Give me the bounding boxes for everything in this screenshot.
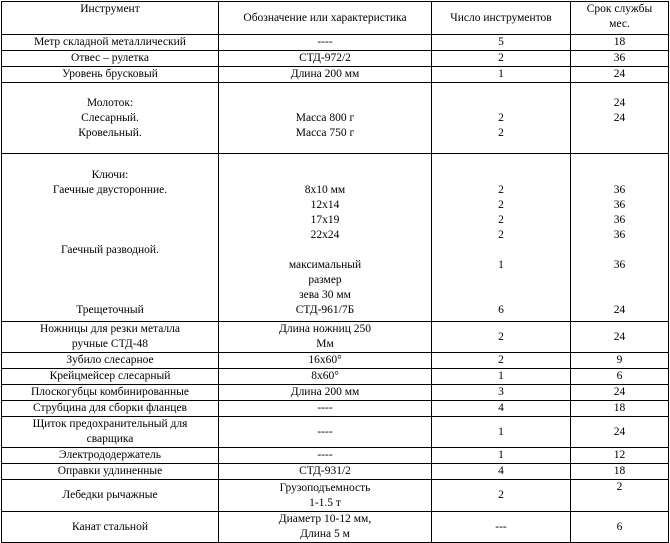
row-service: 24 bbox=[571, 417, 669, 448]
header-service-line2: мес. bbox=[609, 18, 630, 30]
row-count: 1 bbox=[432, 67, 571, 83]
row-name: Крейцмейсер слесарный bbox=[2, 369, 219, 385]
row-designation: Длина 200 мм bbox=[219, 67, 432, 83]
header-row bbox=[2, 2, 669, 35]
row-name: Электрододержатель bbox=[2, 448, 219, 464]
keys-spacer bbox=[4, 288, 216, 303]
row-des-line1: Диаметр 10-12 мм, bbox=[278, 513, 372, 525]
row-service: 24 bbox=[571, 385, 669, 401]
row-designation: ---- bbox=[219, 417, 432, 448]
row-name: Зубило слесарное bbox=[2, 353, 219, 369]
row-name-line2: ручные СТД-48 bbox=[71, 338, 149, 350]
hammer-counts bbox=[432, 83, 571, 154]
keys-size: 12x14 bbox=[310, 199, 340, 211]
row-service: 9 bbox=[571, 353, 669, 369]
table-row bbox=[2, 417, 669, 448]
row-name: Канат стальной bbox=[2, 512, 219, 543]
row-name: Плоскогубцы комбинированные bbox=[2, 385, 219, 401]
keys-ratchet-service: 24 bbox=[613, 304, 626, 316]
row-service: 36 bbox=[571, 51, 669, 67]
keys-spacer bbox=[4, 273, 216, 288]
keys-spacer bbox=[434, 288, 568, 303]
table-row bbox=[2, 353, 669, 369]
row-count: 2 bbox=[432, 353, 571, 369]
row-count: 2 bbox=[432, 480, 571, 512]
row-count: 5 bbox=[432, 35, 571, 51]
row-count: 2 bbox=[432, 322, 571, 353]
keys-service: 36 bbox=[613, 214, 626, 226]
row-des-line2: 1-1.5 т bbox=[309, 496, 341, 509]
keys-row bbox=[2, 154, 669, 322]
keys-title: Ключи: bbox=[91, 169, 129, 181]
row-des-line2: Длина 5 м bbox=[300, 528, 350, 540]
row-count: 2 bbox=[432, 51, 571, 67]
hammer-spacer bbox=[434, 96, 568, 111]
keys-spacer bbox=[4, 198, 216, 213]
keys-double-label: Гаечные двусторонние. bbox=[52, 184, 168, 196]
row-des-line1: Грузоподъемность bbox=[279, 481, 371, 494]
row-service: 6 bbox=[571, 512, 669, 543]
header-count: Число инструментов bbox=[432, 2, 571, 35]
header-service-line1: Срок службы bbox=[586, 3, 653, 15]
keys-ratchet-label: Трещеточный bbox=[76, 304, 144, 316]
row-designation: 16x60° bbox=[219, 353, 432, 369]
keys-spacer bbox=[4, 258, 216, 273]
row-name: Струбцина для сборки фланцев bbox=[2, 401, 219, 417]
table-row bbox=[2, 67, 669, 83]
keys-names bbox=[2, 154, 219, 322]
hammer-item-service: 24 bbox=[613, 96, 626, 109]
row-count: 4 bbox=[432, 401, 571, 417]
keys-spacer bbox=[434, 243, 568, 258]
keys-count: 2 bbox=[498, 199, 504, 211]
row-service: 18 bbox=[571, 401, 669, 417]
keys-spacer bbox=[4, 228, 216, 243]
keys-count: 2 bbox=[498, 184, 504, 196]
row-count: --- bbox=[432, 512, 571, 543]
row-designation bbox=[219, 322, 432, 353]
keys-adjustable-line: размер bbox=[308, 274, 342, 286]
keys-spacer bbox=[573, 243, 666, 258]
row-designation: ---- bbox=[219, 401, 432, 417]
row-name bbox=[2, 322, 219, 353]
hammer-spacer bbox=[221, 96, 429, 111]
row-count: 4 bbox=[432, 464, 571, 480]
keys-spacer bbox=[4, 213, 216, 228]
row-count: 3 bbox=[432, 385, 571, 401]
table-row bbox=[2, 401, 669, 417]
table-row bbox=[2, 512, 669, 543]
hammer-row bbox=[2, 83, 669, 154]
keys-adjustable-label: Гаечный разводной. bbox=[61, 244, 159, 256]
keys-spacer bbox=[434, 273, 568, 288]
hammer-item-service: 24 bbox=[613, 111, 626, 124]
table-row bbox=[2, 322, 669, 353]
row-service: 6 bbox=[571, 369, 669, 385]
hammer-names bbox=[2, 83, 219, 154]
hammer-item-designation: Масса 750 г bbox=[295, 126, 355, 139]
row-service: 24 bbox=[571, 67, 669, 83]
table-row bbox=[2, 35, 669, 51]
keys-services bbox=[571, 154, 669, 322]
table-row bbox=[2, 51, 669, 67]
keys-count: 2 bbox=[498, 214, 504, 226]
keys-adjustable-line: зева 30 мм bbox=[299, 289, 351, 301]
table-row bbox=[2, 448, 669, 464]
row-designation bbox=[219, 480, 432, 512]
keys-service: 36 bbox=[613, 184, 626, 196]
row-name: Отвес – рулетка bbox=[2, 51, 219, 67]
row-name: Оправки удлиненные bbox=[2, 464, 219, 480]
row-name: Лебедки рычажные bbox=[2, 480, 219, 512]
keys-counts bbox=[432, 154, 571, 322]
keys-adjustable-line: максимальный bbox=[288, 259, 362, 271]
row-service: 18 bbox=[571, 464, 669, 480]
keys-designations bbox=[219, 154, 432, 322]
keys-size: 17x19 bbox=[310, 214, 340, 226]
row-name-line2: сварщика bbox=[86, 433, 134, 445]
keys-adjustable-service: 36 bbox=[613, 259, 626, 271]
row-name bbox=[2, 417, 219, 448]
row-name-line1: Щиток предохранительный для bbox=[32, 418, 188, 430]
hammer-services bbox=[571, 83, 669, 154]
keys-spacer bbox=[573, 273, 666, 288]
hammer-item-name: Слесарный. bbox=[81, 111, 139, 124]
row-count: 1 bbox=[432, 448, 571, 464]
hammer-title: Молоток: bbox=[86, 96, 134, 109]
row-designation bbox=[219, 512, 432, 543]
hammer-item-name: Кровельный. bbox=[78, 126, 142, 139]
header-designation: Обозначение или характеристика bbox=[219, 2, 432, 35]
row-designation: ---- bbox=[219, 448, 432, 464]
tools-table bbox=[1, 1, 669, 543]
row-designation: 8x60° bbox=[219, 369, 432, 385]
row-name-line1: Ножницы для резки металла bbox=[39, 323, 181, 335]
row-name: Метр складной металлический bbox=[2, 35, 219, 51]
row-designation: ---- bbox=[219, 35, 432, 51]
hammer-designations bbox=[219, 83, 432, 154]
keys-size: 22x24 bbox=[310, 229, 340, 241]
row-count: 1 bbox=[432, 417, 571, 448]
table-row bbox=[2, 464, 669, 480]
keys-ratchet-count: 6 bbox=[498, 304, 504, 316]
row-designation: Длина 200 мм bbox=[219, 385, 432, 401]
row-service: 12 bbox=[571, 448, 669, 464]
header-instrument: Инструмент bbox=[2, 2, 219, 35]
table-row bbox=[2, 385, 669, 401]
row-count: 1 bbox=[432, 369, 571, 385]
row-service: 18 bbox=[571, 35, 669, 51]
row-name: Уровень брусковый bbox=[2, 67, 219, 83]
keys-spacer bbox=[573, 288, 666, 303]
row-designation: СТД-972/2 bbox=[219, 51, 432, 67]
row-des-line2: Мм bbox=[316, 338, 334, 350]
table-row bbox=[2, 369, 669, 385]
keys-service: 36 bbox=[613, 199, 626, 211]
keys-count: 2 bbox=[498, 229, 504, 241]
keys-size: 8x10 мм bbox=[304, 184, 346, 196]
hammer-item-designation: Масса 800 г bbox=[295, 111, 355, 124]
hammer-item-count: 2 bbox=[498, 126, 504, 139]
keys-spacer bbox=[221, 243, 429, 258]
hammer-spacer bbox=[573, 126, 666, 141]
hammer-item-count: 2 bbox=[498, 111, 504, 124]
keys-adjustable-count: 1 bbox=[498, 259, 504, 271]
header-service bbox=[571, 2, 669, 35]
keys-service: 36 bbox=[613, 229, 626, 241]
row-service: 24 bbox=[571, 322, 669, 353]
row-designation: СТД-931/2 bbox=[219, 464, 432, 480]
keys-ratchet-designation: СТД-961/7Б bbox=[295, 304, 355, 316]
table-row bbox=[2, 480, 669, 512]
row-service: 2 bbox=[571, 480, 669, 512]
row-des-line1: Длина ножниц 250 bbox=[278, 323, 372, 335]
